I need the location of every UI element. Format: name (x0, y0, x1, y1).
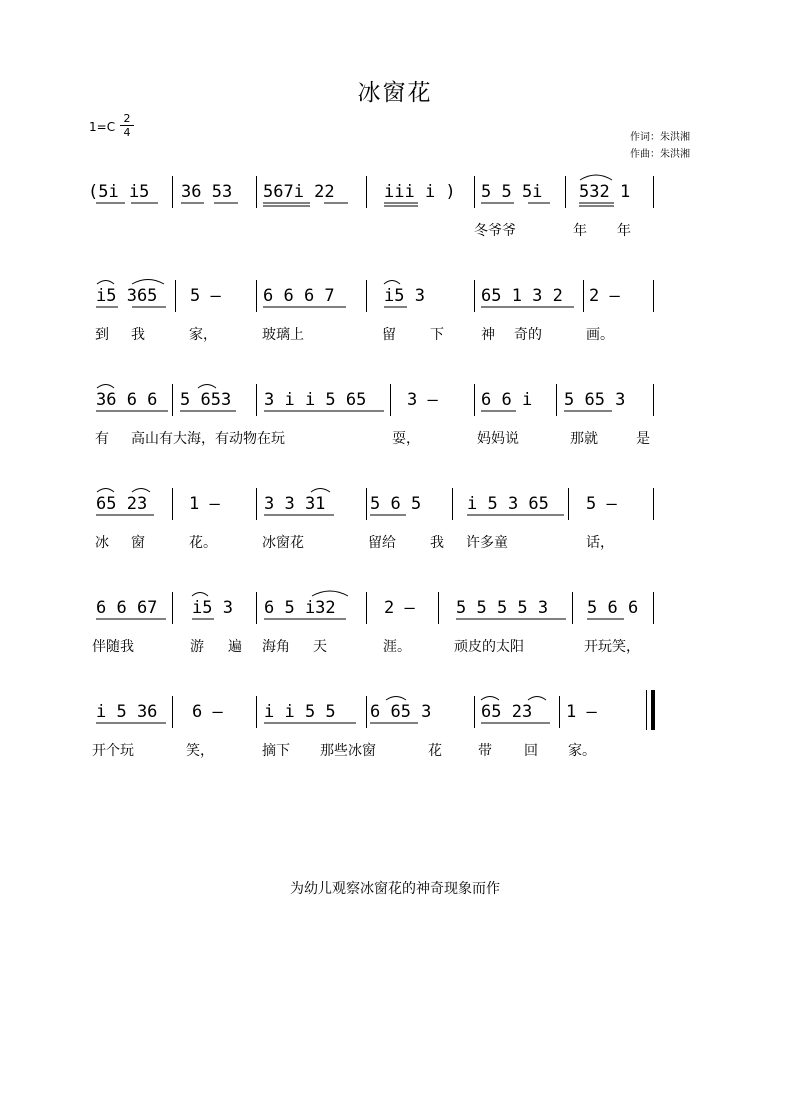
measure-5-4: 2 – (384, 598, 415, 618)
barline (172, 488, 173, 520)
barline (556, 384, 557, 416)
barline (452, 488, 453, 520)
measure-2-6: 2 – (589, 286, 620, 306)
barline (653, 488, 654, 520)
slur (97, 489, 114, 493)
measure-6-1: i 5 36 (96, 702, 158, 722)
meter-numerator: 2 (120, 112, 134, 126)
song-title: 冰窗花 (357, 80, 433, 106)
measure-4-4: 5 6 5 (370, 494, 422, 514)
barline (474, 696, 475, 728)
lyric-2-2: 我 (131, 327, 145, 343)
time-signature (120, 112, 134, 139)
measure-3-5: 6 6 i (481, 390, 533, 410)
barline (256, 592, 257, 624)
barline (653, 592, 654, 624)
measure-1-5: 5 5 5i (481, 182, 543, 202)
lyric-4-2: 窗 (131, 535, 145, 551)
lyric-4-3: 花。 (189, 535, 217, 551)
footnote: 为幼儿观察冰窗花的神奇现象而作 (290, 881, 500, 897)
lyric-2-1: 到 (95, 327, 109, 343)
measure-2-3: 6 6 6 7 (263, 286, 335, 306)
barline (653, 280, 654, 312)
lyric-4-6: 我 (430, 535, 444, 551)
measure-2-1: i5 365 (96, 286, 158, 306)
lyric-3-6: 是 (636, 431, 650, 447)
measure-5-5: 5 5 5 5 3 (456, 598, 549, 618)
measure-6-2: 6 – (192, 702, 223, 722)
lyric-4-1: 冰 (95, 535, 109, 551)
lyric-5-4: 海角 (262, 639, 290, 655)
measure-5-3: 6 5 i32 (264, 598, 336, 618)
lyric-5-5: 天 (313, 639, 327, 655)
barline (474, 176, 475, 208)
measure-5-2: i5 3 (192, 598, 233, 618)
measure-6-6: 1 – (566, 702, 597, 722)
lyric-5-6: 涯。 (383, 639, 411, 655)
barline (256, 176, 257, 208)
measure-3-4: 3 – (407, 390, 438, 410)
measure-2-2: 5 – (190, 286, 221, 306)
measure-5-1: 6 6 67 (96, 598, 158, 618)
barline (256, 280, 257, 312)
barline (172, 592, 173, 624)
barline (559, 696, 560, 728)
barline (653, 384, 654, 416)
measure-1-3: 567i 22 (263, 182, 335, 202)
measure-2-5: 65 1 3 2 (481, 286, 563, 306)
slur (192, 593, 208, 597)
barline (366, 592, 367, 624)
measure-1-2: 36 53 (181, 182, 233, 202)
slur (97, 385, 114, 389)
barline (474, 384, 475, 416)
measure-5-6: 5 6 6 (587, 598, 639, 618)
lyric-6-7: 回 (524, 743, 538, 759)
slur (481, 697, 499, 701)
measure-3-2: 5 653 (180, 390, 232, 410)
slur (386, 697, 406, 701)
lyric-6-6: 带 (478, 743, 492, 759)
barline (583, 280, 584, 312)
barline (366, 280, 367, 312)
meter-denominator: 4 (123, 126, 131, 139)
lyric-2-7: 神 (481, 327, 495, 343)
measure-4-5: i 5 3 65 (467, 494, 549, 514)
lyric-2-3: 家， (189, 327, 217, 343)
lyric-5-8: 开玩笑， (584, 639, 640, 655)
lyric-1-3: 年 (617, 223, 631, 239)
measure-4-2: 1 – (189, 494, 220, 514)
lyric-2-5: 留 (382, 327, 396, 343)
slur (580, 175, 612, 180)
slur (528, 697, 546, 701)
slur (198, 385, 216, 389)
barline (172, 176, 173, 208)
lyric-3-1: 有 (95, 431, 109, 447)
barline (256, 384, 257, 416)
lyric-6-5: 花 (428, 743, 442, 759)
lyric-2-6: 下 (430, 327, 444, 343)
lyricist-credit: 作词：朱洪湘 (630, 132, 690, 143)
barline (565, 176, 566, 208)
key-signature: 1=C (89, 120, 116, 134)
lyric-6-4: 那些冰窗 (320, 743, 376, 759)
measure-3-3: 3 i i 5 65 (264, 390, 367, 410)
lyric-2-8: 奇的 (514, 327, 542, 343)
measure-2-4: i5 3 (384, 286, 425, 306)
slur (132, 489, 150, 493)
lyric-4-4: 冰窗花 (262, 535, 304, 551)
measure-6-3: i i 5 5 (264, 702, 336, 722)
lyric-6-3: 摘下 (262, 743, 290, 759)
measure-4-3: 3 3 31 (264, 494, 326, 514)
lyric-5-7: 顽皮的太阳 (454, 639, 524, 655)
lyric-3-3: 耍， (392, 431, 420, 447)
slur (312, 591, 348, 596)
barline (568, 488, 569, 520)
lyric-1-2: 年 (573, 223, 587, 239)
lyric-6-1: 开个玩 (92, 743, 134, 759)
lyric-6-2: 笑， (186, 743, 214, 759)
measure-4-6: 5 – (586, 494, 617, 514)
measure-3-1: 36 6 6 (96, 390, 158, 410)
lyric-5-1: 伴随我 (92, 639, 134, 655)
measure-3-6: 5 65 3 (564, 390, 626, 410)
slur (384, 281, 400, 285)
barline (390, 384, 391, 416)
lyric-2-4: 玻璃上 (262, 327, 304, 343)
slur (97, 281, 114, 285)
measure-1-4: iii i ) (384, 182, 456, 202)
lyric-3-5: 那就 (570, 431, 598, 447)
barline (366, 696, 367, 728)
lyric-3-2: 高山有大海，有动物在玩 (131, 431, 285, 447)
lyric-5-3: 遍 (228, 639, 242, 655)
barline (366, 488, 367, 520)
lyric-3-4: 妈妈说 (477, 431, 519, 447)
lyric-2-9: 画。 (586, 327, 614, 343)
barline (172, 696, 173, 728)
final-barline-thin (646, 690, 647, 730)
barline (256, 696, 257, 728)
barline (474, 280, 475, 312)
barline (175, 280, 176, 312)
measure-4-1: 65 23 (96, 494, 148, 514)
barline (366, 176, 367, 208)
lyric-4-7: 许多童 (466, 535, 508, 551)
barline (653, 176, 654, 208)
measure-1-6: 532 1 (579, 182, 631, 202)
lyric-5-2: 游 (190, 639, 204, 655)
measure-1-1: (5i i5 (88, 182, 150, 202)
slur (132, 280, 164, 285)
lyric-4-8: 话， (586, 535, 614, 551)
composer-credit: 作曲：朱洪湘 (630, 149, 690, 160)
barline (438, 592, 439, 624)
measure-6-4: 6 65 3 (370, 702, 432, 722)
barline (256, 488, 257, 520)
lyric-4-5: 留给 (368, 535, 396, 551)
lyric-6-8: 家。 (568, 743, 596, 759)
barline (172, 384, 173, 416)
barline (572, 592, 573, 624)
measure-6-5: 65 23 (481, 702, 533, 722)
final-barline-thick (651, 690, 655, 730)
lyric-1-1: 冬爷爷 (474, 223, 516, 239)
slur (311, 489, 330, 493)
